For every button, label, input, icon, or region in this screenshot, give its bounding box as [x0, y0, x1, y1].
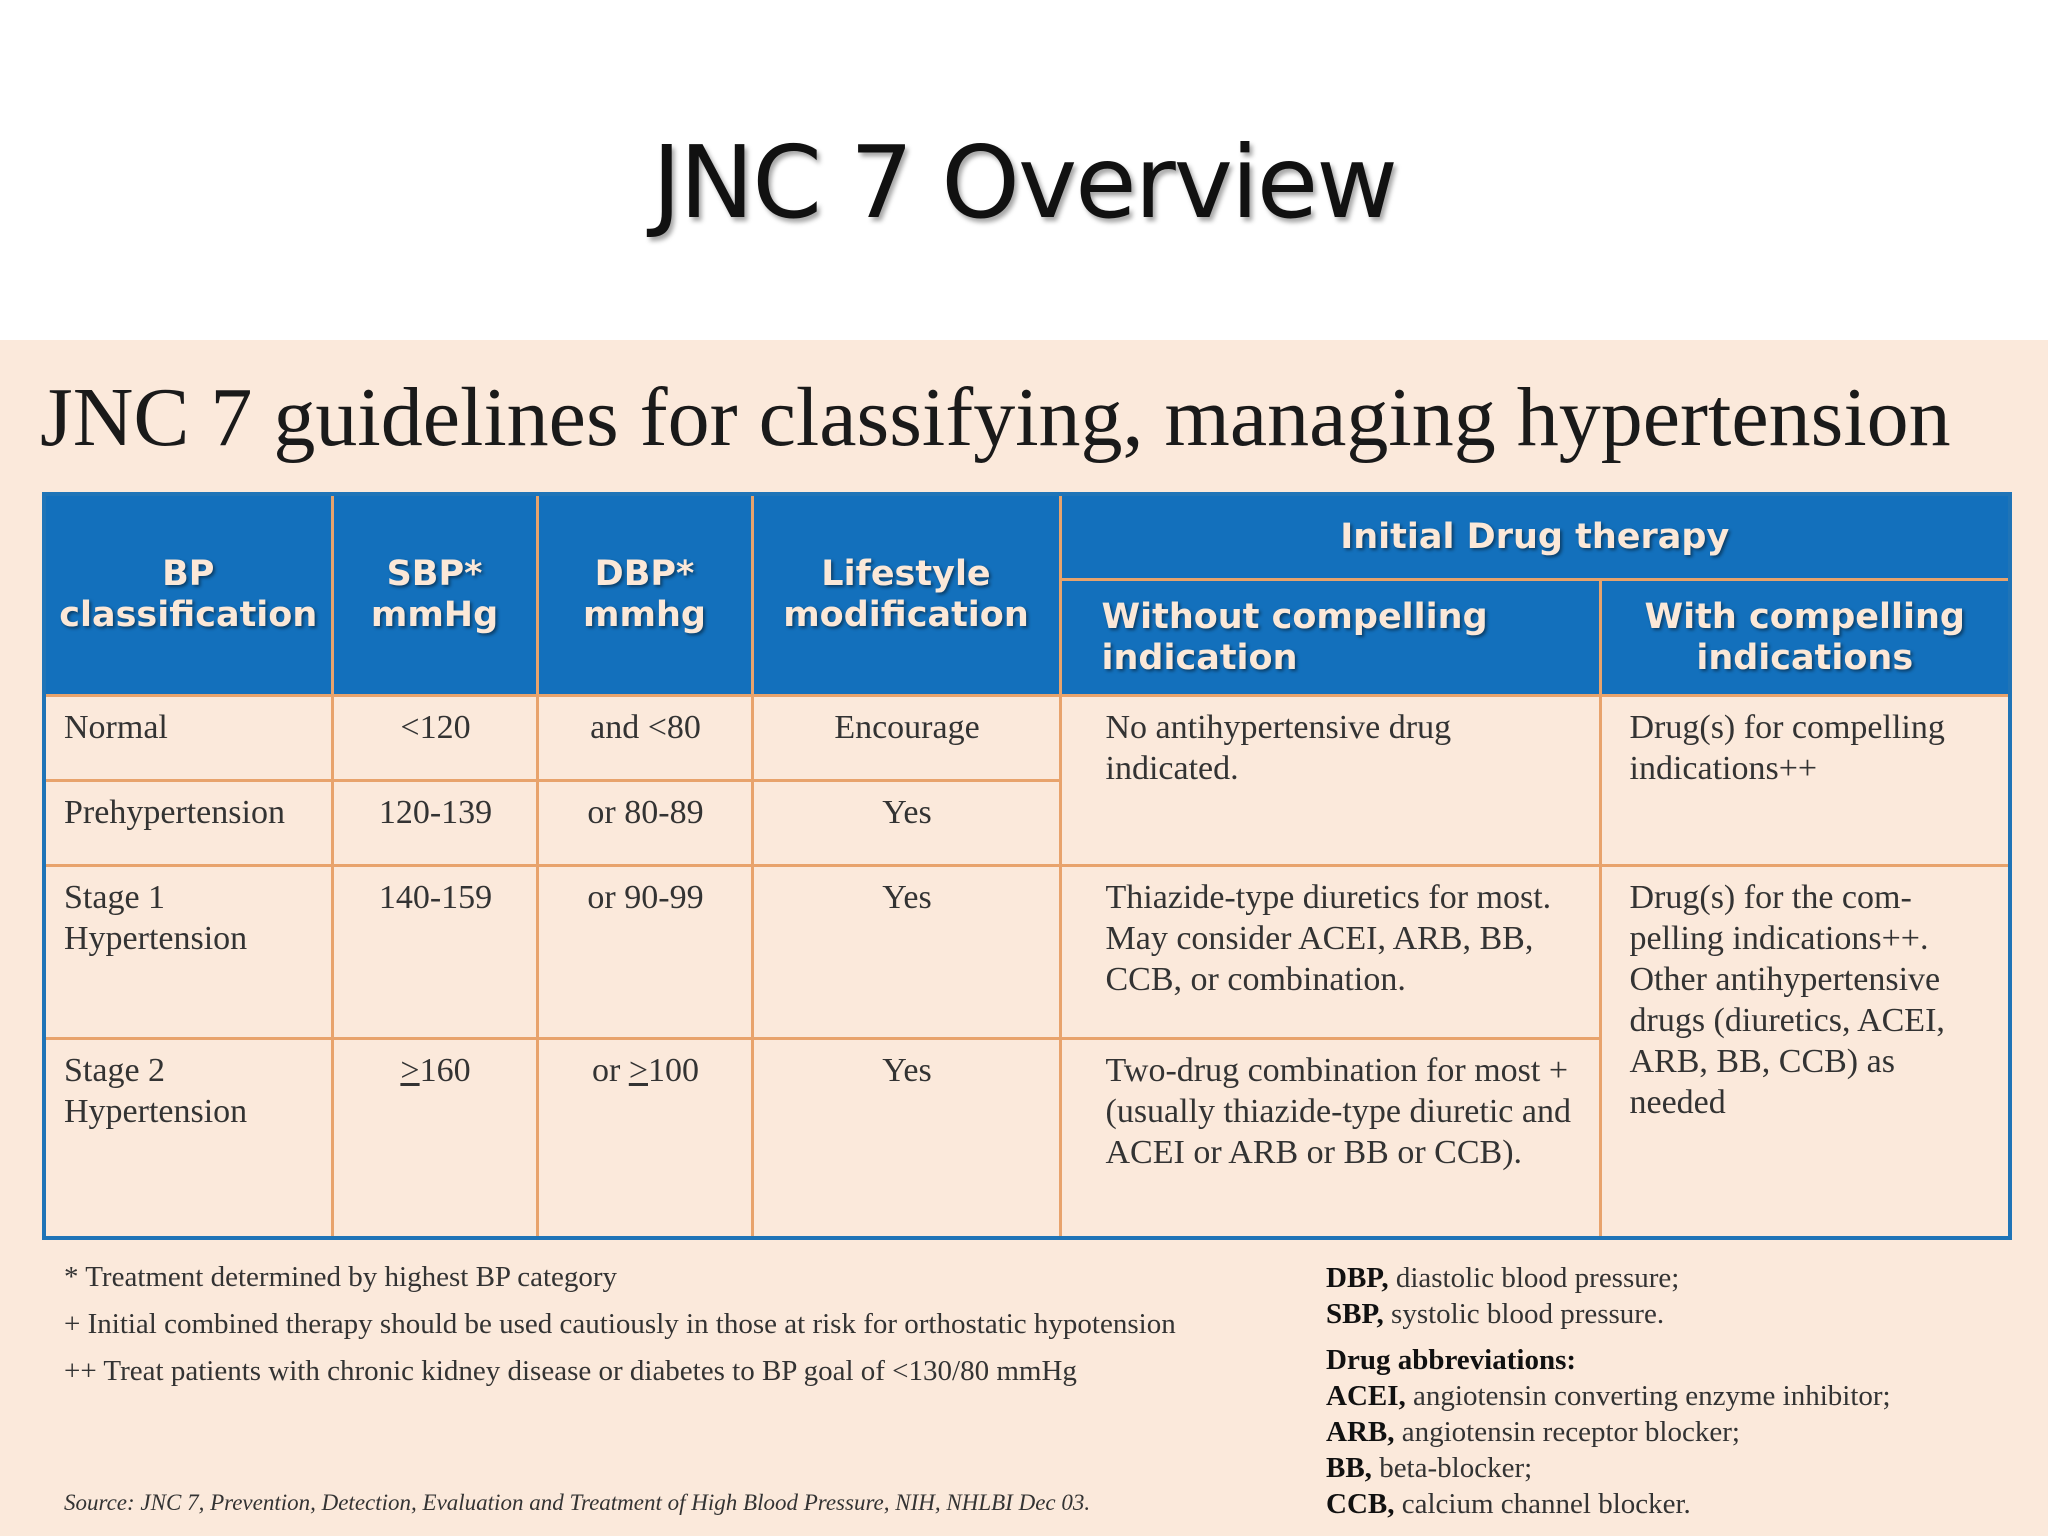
sbp-value: 160 [419, 1052, 471, 1089]
header-bp-classification: BP classification [44, 494, 332, 696]
guidelines-panel [0, 340, 2048, 1536]
table-row [44, 866, 2010, 1039]
cell-dbp [537, 1039, 752, 1239]
abbr-sbp: SBP, systolic blood pressure. [1326, 1298, 1665, 1330]
footnote: * Treatment determined by highest BP category [64, 1261, 618, 1293]
header-without-compelling: Without compelling indication [1060, 580, 1600, 696]
slide-title: JNC 7 Overview [651, 124, 1397, 241]
cell-lifestyle: Yes [752, 866, 1060, 1039]
header-initial-drug-therapy: Initial Drug therapy [1060, 494, 2010, 580]
classification-table [42, 492, 2012, 1240]
footnote: + Initial combined therapy should be used cautiously in those at risk for orthostatic hypotension [64, 1308, 1176, 1340]
abbr-ccb: CCB, calcium channel blocker. [1326, 1488, 1691, 1520]
dbp-value: 100 [648, 1052, 699, 1089]
source-citation: Source: JNC 7, Prevention, Detection, Evaluation and Treatment of High Blood Pressure, NIH, NHLBI Dec 03. [64, 1490, 1091, 1515]
cell-dbp: or 90-99 [537, 866, 752, 1039]
cell-without-stage2: Two-drug combination for most + (usually thiazide-type diuretic and ACEI or ARB or BB or CCB). [1060, 1039, 1600, 1239]
table-row [44, 696, 2010, 781]
drug-abbr-heading: Drug abbreviations: [1326, 1344, 1577, 1376]
cell-dbp: and <80 [537, 696, 752, 781]
footnotes [64, 1258, 1264, 1399]
cell-sbp: 140-159 [332, 866, 537, 1039]
cell-sbp: <120 [332, 696, 537, 781]
abbreviations [1326, 1260, 2026, 1522]
cell-classification: Normal [44, 696, 332, 781]
cell-sbp [332, 1039, 537, 1239]
abbr-bb: BB, beta-blocker; [1326, 1452, 1533, 1484]
cell-with-normal-pre: Drug(s) for compelling indications++ [1600, 696, 2010, 866]
cell-classification: Stage 1 Hypertension [44, 866, 332, 1039]
abbr-dbp: DBP, diastolic blood pressure; [1326, 1262, 1680, 1294]
ge-symbol: > [400, 1052, 420, 1089]
header-lifestyle: Lifestyle modification [752, 494, 1060, 696]
header-row-top [44, 494, 2010, 580]
cell-lifestyle: Yes [752, 1039, 1060, 1239]
cell-without-stage1: Thiazide-type diuretics for most. May consider ACEI, ARB, BB, CCB, or combination. [1060, 866, 1600, 1039]
dbp-prefix: or [591, 1052, 629, 1089]
cell-lifestyle: Encourage [752, 696, 1060, 781]
header-sbp: SBP* mmHg [332, 494, 537, 696]
cell-classification: Stage 2 Hypertension [44, 1039, 332, 1239]
ge-symbol: > [628, 1052, 648, 1089]
abbr-acei: ACEI, angiotensin converting enzyme inhibitor; [1326, 1380, 1891, 1412]
panel-heading: JNC 7 guidelines for classifying, managing hypertension [40, 371, 1951, 464]
cell-without-normal-pre: No antihypertensive drug indicated. [1060, 696, 1600, 866]
header-with-compelling: With compelling indications [1600, 580, 2010, 696]
cell-lifestyle: Yes [752, 781, 1060, 866]
abbr-arb: ARB, angiotensin receptor blocker; [1326, 1416, 1740, 1448]
cell-dbp: or 80-89 [537, 781, 752, 866]
cell-with-stage: Drug(s) for the com-pelling indications++. Other antihypertensive drugs (diuretics, ACEI, ARB, BB, CCB) as needed [1600, 866, 2010, 1239]
cell-classification: Prehypertension [44, 781, 332, 866]
footnote: ++ Treat patients with chronic kidney disease or diabetes to BP goal of <130/80 mmHg [64, 1355, 1077, 1387]
cell-sbp: 120-139 [332, 781, 537, 866]
header-dbp: DBP* mmhg [537, 494, 752, 696]
